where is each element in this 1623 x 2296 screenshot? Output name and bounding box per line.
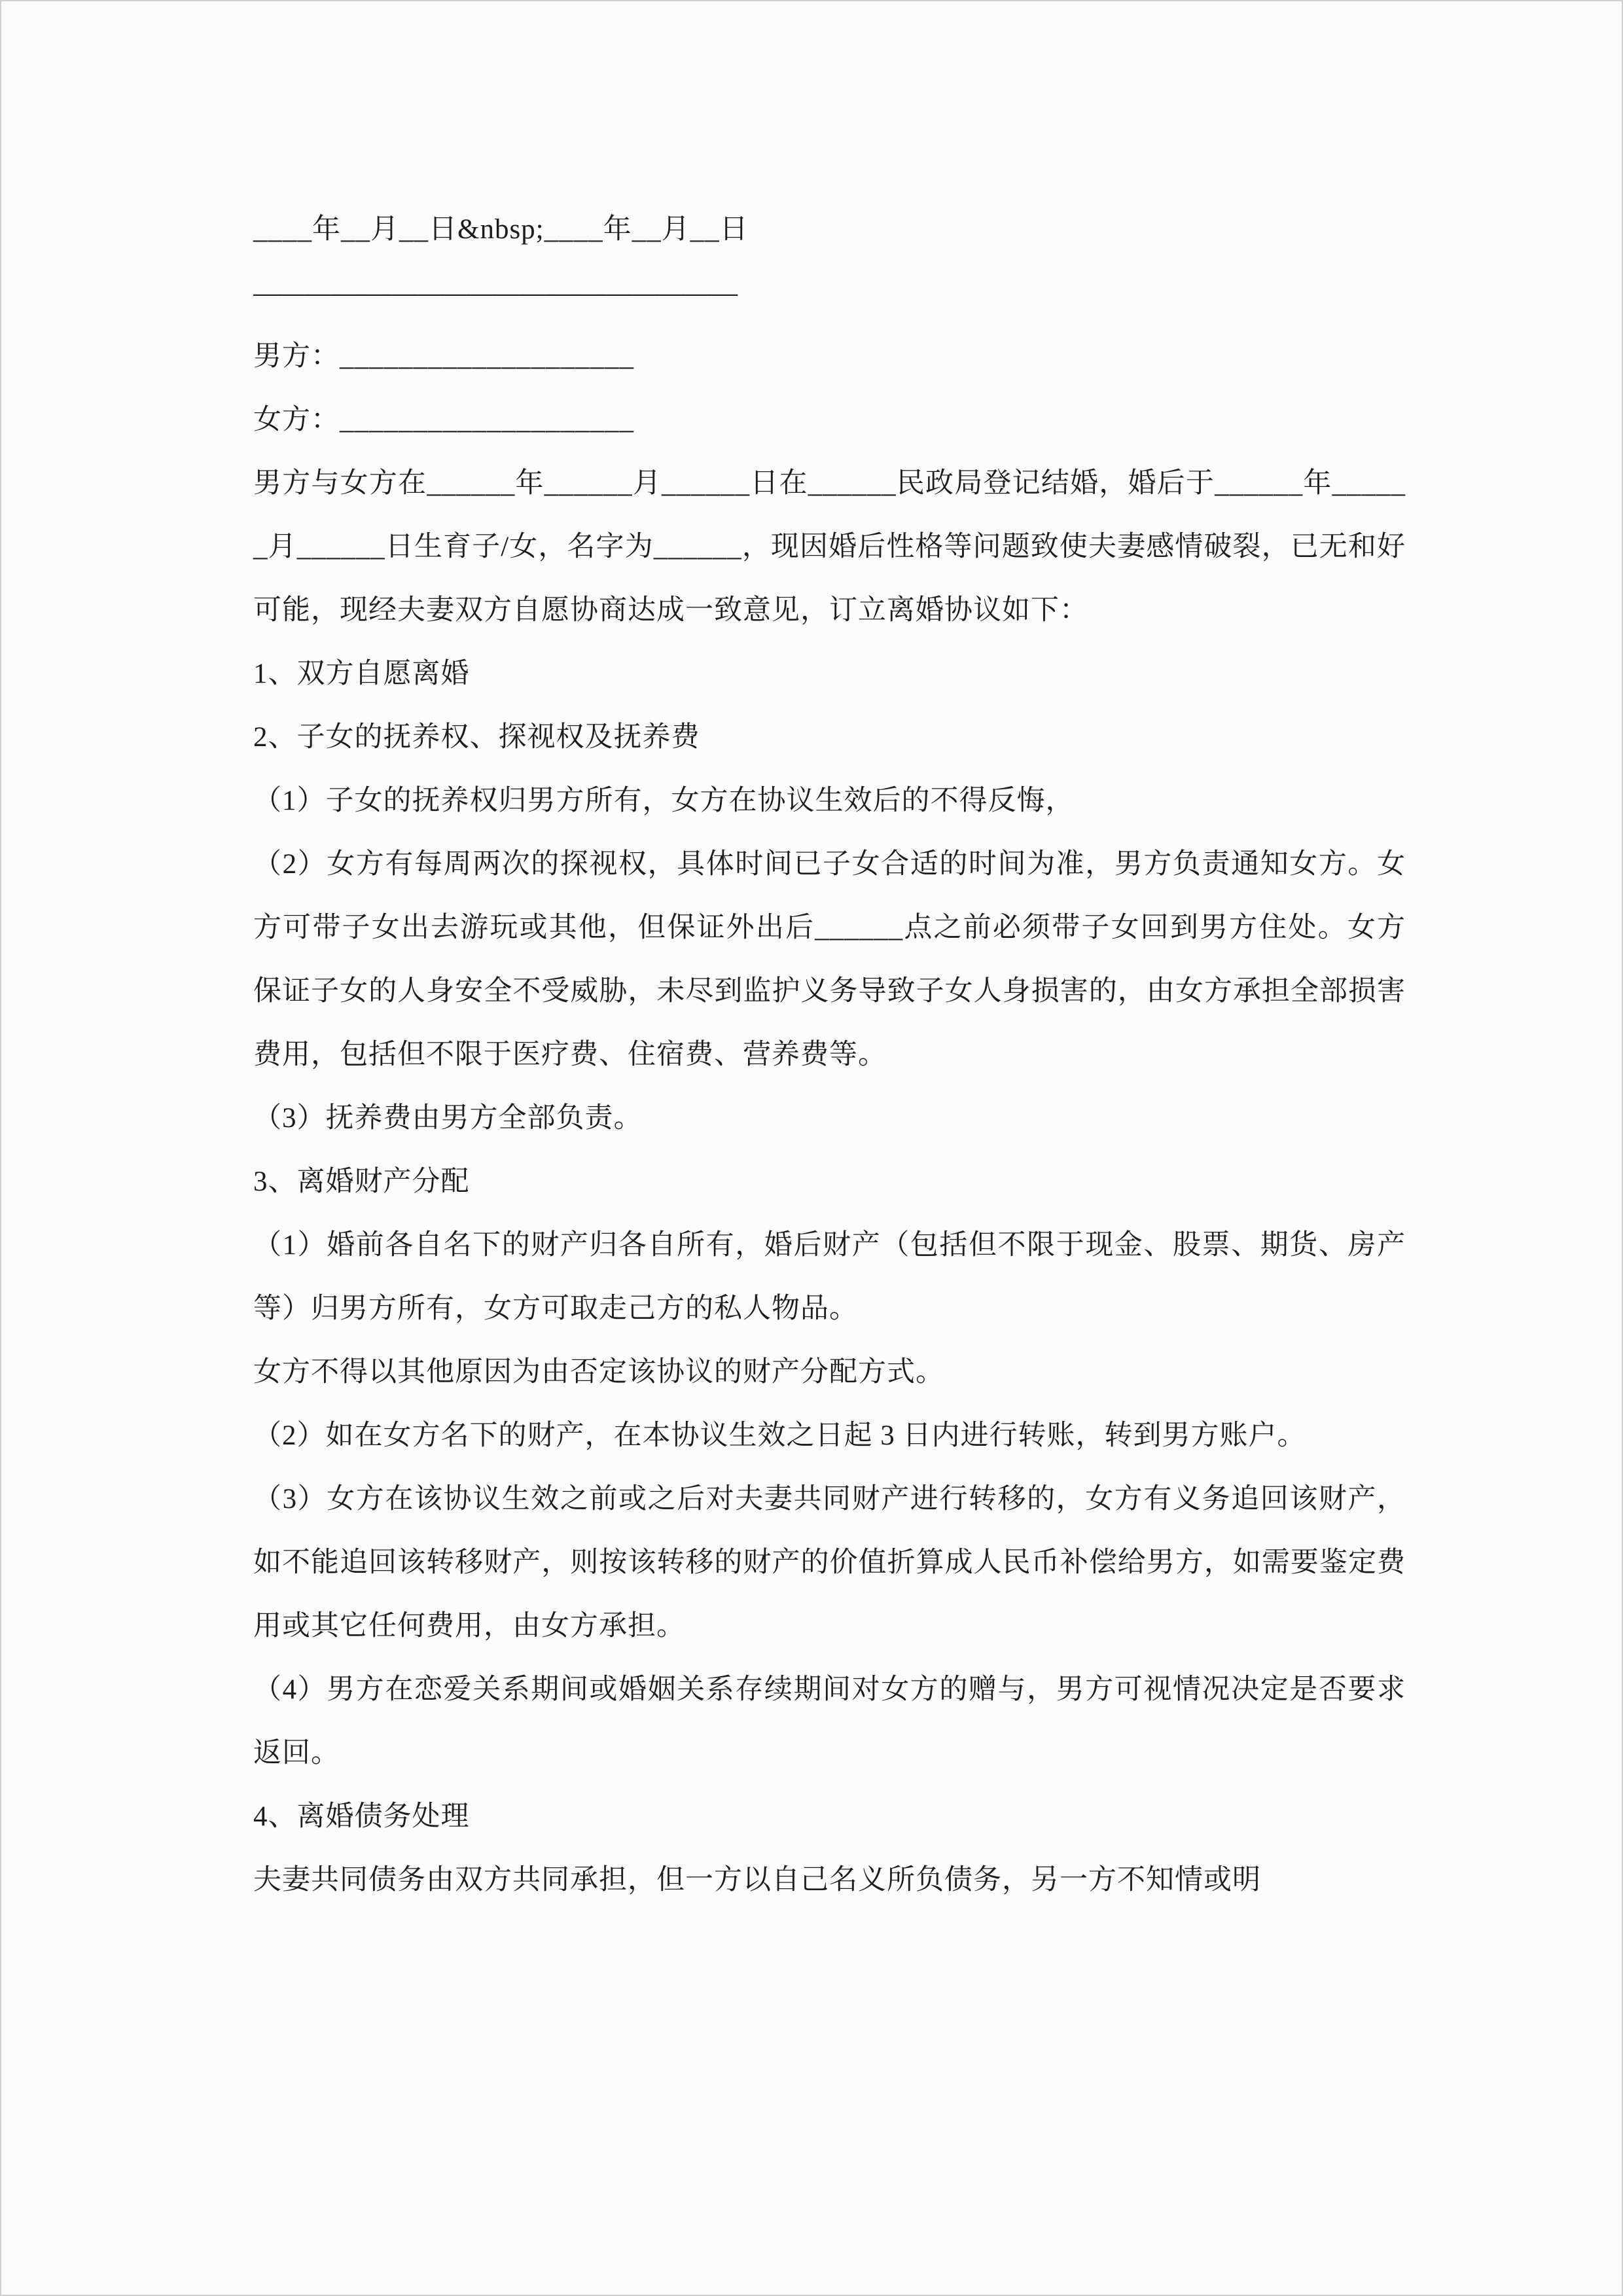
intro-paragraph: 男方与女方在______年______月______日在______民政局登记结婚，婚后于______年______月______日生育子/女，名字为______，现因婚后性格等问题致使夫妻感情破裂，已无和好可能，现经夫妻双方自愿协商达成一致意见，订立离婚协议如下：: [253, 468, 1406, 626]
clause-2-item-2: （2）女方有每周两次的探视权，具体时间已子女合适的时间为准，男方负责通知女方。女方可带子女出去游玩或其他，但保证外出后______点之前必须带子女回到男方住处。女方保证子女的人身安全不受威胁，未尽到监护义务导致子女人身损害的，由女方承担全部损害费用，包括但不限于医疗费、住宿费、营养费等。: [253, 849, 1406, 1070]
clause-2-item-1: （1）子女的抚养权归男方所有，女方在协议生效后的不得反悔，: [253, 785, 1075, 816]
wife-name-field: 女方：____________________: [253, 404, 634, 435]
clause-4-body: 夫妻共同债务由双方共同承担，但一方以自己名义所负债务，另一方不知情或明: [253, 1865, 1261, 1895]
document-content: [253, 198, 1406, 1912]
clause-3-note: 女方不得以其他原因为由否定该协议的财产分配方式。: [253, 1357, 944, 1388]
clause-3-title: 3、离婚财产分配: [253, 1166, 470, 1197]
clause-4-title: 4、离婚债务处理: [253, 1801, 470, 1832]
clause-3-item-2: （2）如在女方名下的财产，在本协议生效之日起 3 日内进行转账，转到男方账户。: [253, 1420, 1306, 1451]
clause-3-item-3: （3）女方在该协议生效之前或之后对夫妻共同财产进行转移的，女方有义务追回该财产，如不能追回该转移财产，则按该转移的财产的价值折算成人民币补偿给男方，如需要鉴定费用或其它任何费用，由女方承担。: [253, 1484, 1406, 1641]
clause-3-item-1: （1）婚前各自名下的财产归各自所有，婚后财产（包括但不限于现金、股票、期货、房产等）归男方所有，女方可取走己方的私人物品。: [253, 1230, 1406, 1324]
clause-1-title: 1、双方自愿离婚: [253, 658, 470, 689]
date-blanks-line: ____年__月__日&nbsp;____年__月__日: [253, 214, 749, 245]
clause-3-item-4: （4）男方在恋爱关系期间或婚姻关系存续期间对女方的赠与，男方可视情况决定是否要求返回。: [253, 1674, 1406, 1768]
clause-2-title: 2、子女的抚养权、探视权及抚养费: [253, 722, 700, 753]
clause-2-item-3: （3）抚养费由男方全部负责。: [253, 1103, 643, 1134]
dash-separator: ——————————————————: [253, 278, 736, 308]
husband-name-field: 男方：____________________: [253, 341, 634, 372]
